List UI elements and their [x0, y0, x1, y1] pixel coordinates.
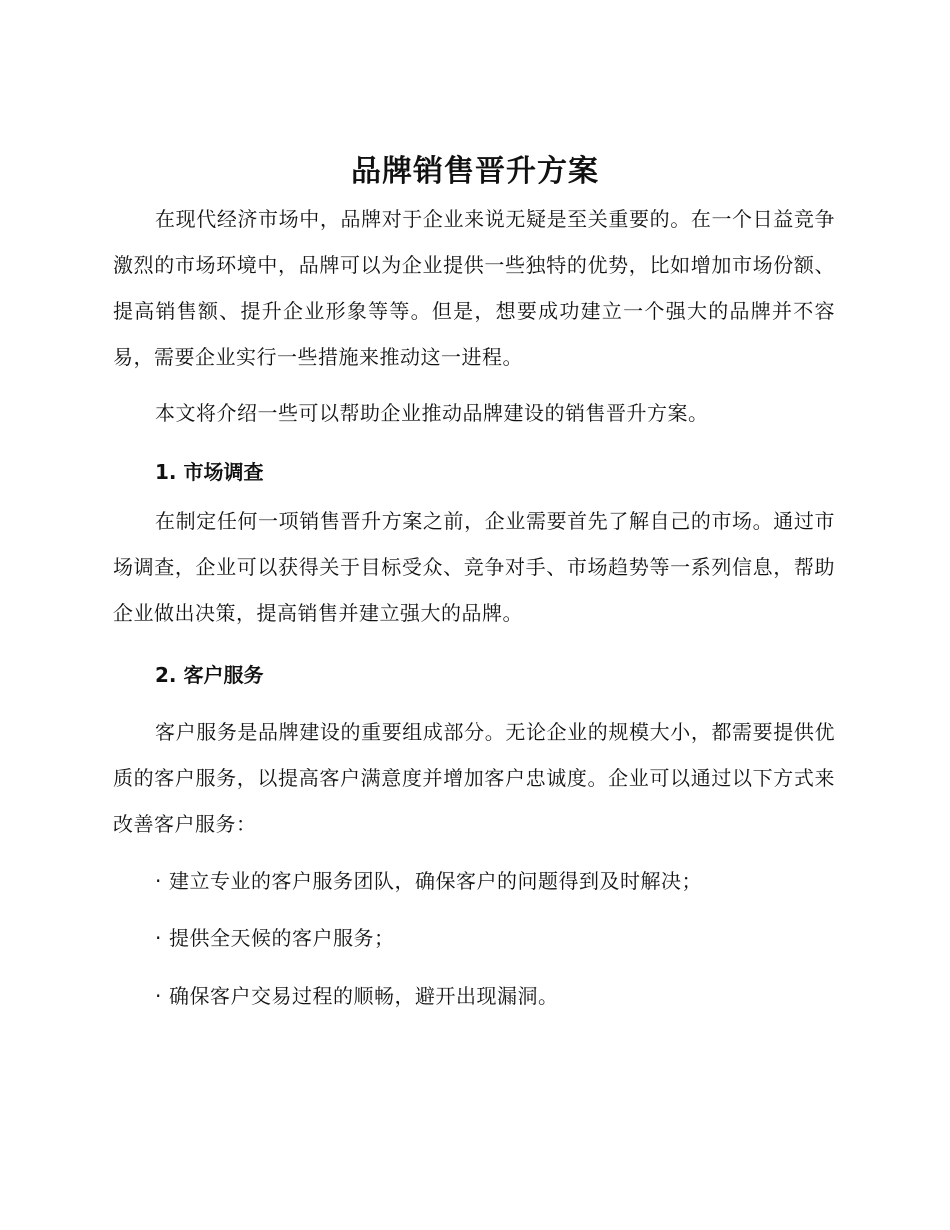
list-item: [155, 866, 845, 896]
list-item: [155, 981, 845, 1011]
list-item-text: 提供全天候的客户服务；: [169, 926, 395, 950]
bullet-icon: ·: [155, 926, 162, 950]
list-item-text: 确保客户交易过程的顺畅，避开出现漏洞。: [169, 984, 559, 1008]
list-item-text: 建立专业的客户服务团队，确保客户的问题得到及时解决；: [169, 869, 702, 893]
intro-paragraph: 在现代经济市场中，品牌对于企业来说无疑是至关重要的。在一个日益竞争激烈的市场环境中，品牌可以为企业提供一些独特的优势，比如增加市场份额、提高销售额、提升企业形象等等。但是，想要成功建立一个强大的品牌并不容易，需要企业实行一些措施来推动这一进程。: [113, 207, 835, 369]
section-heading-market-research: 1. 市场调查: [155, 460, 264, 484]
list-item: [155, 923, 845, 953]
section-paragraph-customer-service: 客户服务是品牌建设的重要组成部分。无论企业的规模大小，都需要提供优质的客户服务，以提高客户满意度并增加客户忠诚度。企业可以通过以下方式来改善客户服务：: [113, 720, 835, 836]
section-paragraph-market-research: 在制定任何一项销售晋升方案之前，企业需要首先了解自己的市场。通过市场调查，企业可以获得关于目标受众、竞争对手、市场趋势等一系列信息，帮助企业做出决策，提高销售并建立强大的品牌。: [113, 509, 835, 625]
intro-paragraph-2: 本文将介绍一些可以帮助企业推动品牌建设的销售晋升方案。: [155, 401, 709, 425]
section-heading-customer-service: 2. 客户服务: [155, 663, 264, 687]
bullet-icon: ·: [155, 984, 162, 1008]
document-title: 品牌销售晋升方案: [351, 154, 599, 189]
bullet-icon: ·: [155, 869, 162, 893]
